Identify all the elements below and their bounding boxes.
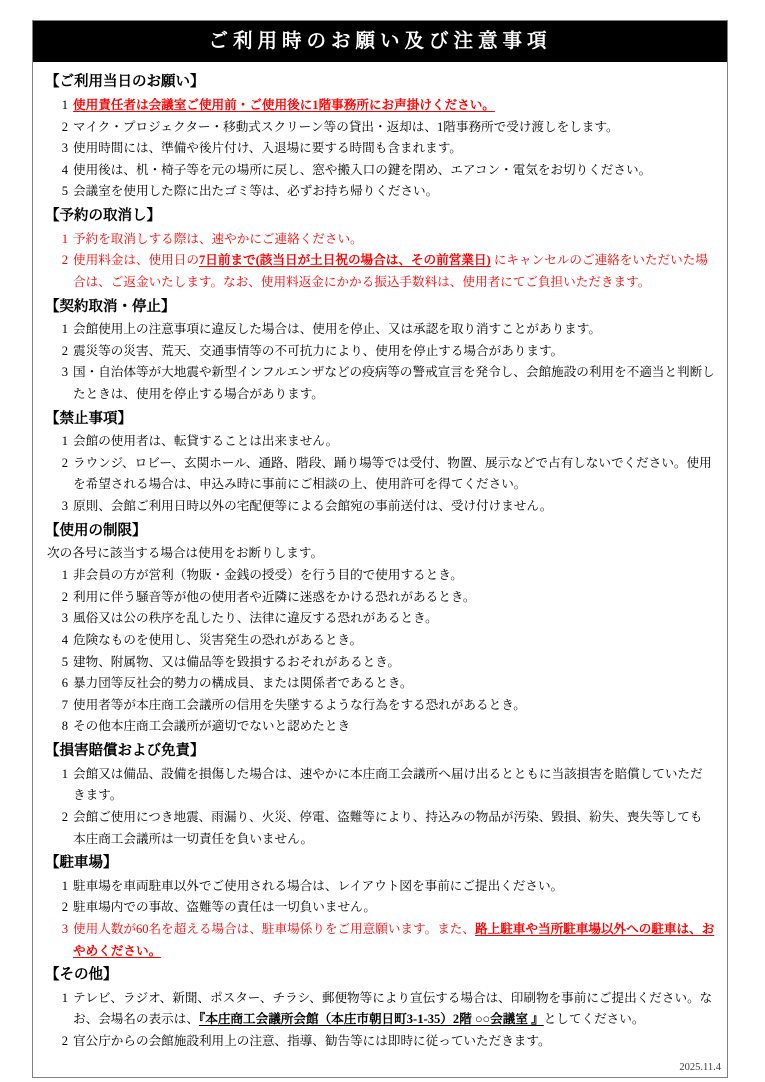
- list-item-text: 駐車場を車両駐車以外でご使用される場合は、レイアウト図を事前にご提出ください。: [73, 878, 564, 893]
- list-item-number: 1: [61, 322, 68, 337]
- list-item: [53, 341, 715, 363]
- list-item: [53, 565, 715, 587]
- list-item-number: 3: [61, 922, 68, 936]
- list-item-number: 1: [61, 878, 68, 893]
- list-item: [53, 95, 715, 117]
- section-heading: 【契約取消・停止】: [45, 298, 176, 315]
- section-heading: 【予約の取消し】: [45, 208, 161, 225]
- list-item-text: 風俗又は公の秩序を乱したり、法律に違反する恐れがあるとき。: [73, 611, 438, 626]
- list-item-text: [73, 919, 715, 962]
- list-item-text: 使用者等が本庄商工会議所の信用を失墜するような行為をする恐れがあるとき。: [73, 697, 526, 712]
- list-item: [53, 1031, 715, 1053]
- list-item: [53, 362, 715, 405]
- list-item-number: 2: [61, 343, 68, 358]
- list-item-number: 5: [61, 654, 68, 669]
- section-lead-text: 次の各号に該当する場合は使用をお断りします。: [47, 546, 324, 561]
- section-heading: 【駐車場】: [45, 855, 118, 872]
- section-heading: 【その他】: [45, 967, 118, 984]
- list-item-number: 3: [61, 499, 68, 514]
- list-item-number: 4: [61, 632, 68, 647]
- section-heading: 【禁止事項】: [45, 410, 132, 427]
- list-item: [53, 807, 715, 850]
- list-item-text: [73, 250, 715, 293]
- list-item: [53, 673, 715, 695]
- list-item-text: 使用責任者は会議室ご使用前・ご使用後に1階事務所にお声掛けください。: [73, 97, 495, 112]
- section-heading: 【使用の制限】: [45, 522, 147, 539]
- list-item-number: 1: [61, 766, 68, 781]
- list-item-text: 暴力団等反社会的勢力の構成員、または関係者であるとき。: [73, 676, 413, 691]
- list-item-text: マイク・プロジェクター・移動式スクリーン等の貸出・返却は、1階事務所で受け渡しをします。: [73, 119, 619, 134]
- list-item-number: 2: [61, 455, 68, 470]
- list-item-text: 利用に伴う騒音等が他の使用者や近隣に迷惑をかける恐れがあるとき。: [73, 589, 476, 604]
- list-item-text: ラウンジ、ロビー、玄関ホール、通路、階段、踊り場等では受付、物置、展示などで占有しないでください。使用を希望される場合は、申込み時に事前にご相談の上、使用許可を得てください。: [73, 455, 712, 492]
- list-item: [53, 652, 715, 674]
- list-item: [53, 988, 715, 1031]
- list-item: [53, 250, 715, 293]
- list-item-text: 会館ご使用につき地震、雨漏り、火災、停電、盗難等により、持込みの物品が汚染、毀損、紛失、喪失等しても本庄商工会議所は一切責任を負いません。: [73, 809, 703, 846]
- list-item: [53, 181, 715, 203]
- document-body: [33, 62, 727, 1058]
- list-item-text: 会議室を使用した際に出たゴミ等は、必ずお持ち帰りください。: [73, 184, 439, 199]
- list-item: [53, 587, 715, 609]
- list-item-number: 1: [61, 97, 68, 112]
- list-item-number: 3: [61, 365, 68, 380]
- list-item: [53, 876, 715, 898]
- list-item-text: 危険なものを使用し、災害発生の恐れがあるとき。: [73, 632, 363, 647]
- list-item: [53, 716, 715, 738]
- revision-date: 2025.11.4: [679, 1061, 721, 1073]
- list-item-number: 7: [61, 697, 68, 712]
- list-item-text: [73, 988, 715, 1031]
- list-item-text-after: としてください。: [543, 1012, 645, 1027]
- list-item: [53, 764, 715, 807]
- list-item-number: 2: [61, 1034, 68, 1049]
- list-item-text: 官公庁からの会館施設利用上の注意、指導、勧告等には即時に従っていただきます。: [73, 1034, 551, 1049]
- list-item-text-before: 使用料金は、使用日の: [73, 253, 199, 268]
- list-item: [53, 160, 715, 182]
- list-item-text: 非会員の方が営利（物販・金銭の授受）を行う目的で使用するとき。: [73, 567, 463, 582]
- list-item: [53, 630, 715, 652]
- list-item-text-before: 使用人数が60名を超える場合は、駐車場係りをご用意願います。また、: [73, 922, 475, 936]
- list-item-number: 2: [61, 119, 68, 134]
- list-item-text: 会館の使用者は、転貸することは出来ません。: [73, 434, 339, 449]
- list-item: [53, 117, 715, 139]
- section-heading: 【損害賠償および免責】: [45, 743, 205, 760]
- list-item-number: 1: [61, 231, 68, 246]
- list-item-text: その他本庄商工会議所が適切でないと認めたとき: [73, 719, 351, 734]
- list-item-text: 会館又は備品、設備を損傷した場合は、速やかに本庄商工会議所へ届け出るとともに当該損害を賠償していただきます。: [73, 766, 703, 803]
- list-item-number: 3: [61, 611, 68, 626]
- list-item-number: 1: [61, 990, 68, 1005]
- list-item: [53, 453, 715, 496]
- list-item: [53, 431, 715, 453]
- list-item-number: 1: [61, 567, 68, 582]
- list-item-emphasis: 『本庄商工会議所会館（本庄市朝日町3-1-35）2階 ○○会議室 』: [198, 1012, 544, 1027]
- list-item-number: 2: [61, 809, 68, 824]
- list-item-text: 使用時間には、準備や後片付け、入退場に要する時間も含まれます。: [73, 141, 462, 156]
- document-frame: [32, 20, 728, 1078]
- list-item-number: 3: [61, 141, 68, 156]
- list-item-text: 駐車場内での事故、盗難等の責任は一切負いません。: [73, 900, 377, 915]
- list-item: [53, 319, 715, 341]
- list-item-number: 2: [61, 253, 68, 268]
- list-item-text: 国・自治体等が大地震や新型インフルエンザなどの疫病等の警戒宣言を発令し、会館施設の利用を不適当と判断したときは、使用を停止する場合があります。: [73, 365, 715, 401]
- list-item-number: 6: [61, 676, 68, 691]
- list-item-number: 2: [61, 589, 68, 604]
- list-item: [53, 897, 715, 919]
- list-item: [53, 229, 715, 251]
- section-heading: 【ご利用当日のお願い】: [45, 74, 205, 91]
- list-item-text-before: テレビ、ラジオ、新聞、ポスター、チラシ、郵便物等により宣伝する場合は、印刷物を事前にご提出ください。なお、会場名の表示は、: [73, 990, 713, 1027]
- list-item-text: 使用後は、机・椅子等を元の場所に戻し、窓や搬入口の鍵を閉め、エアコン・電気をお切りください。: [73, 162, 652, 177]
- list-item-text-after: にキャンセルのご連絡をいただいた場合は、ご返金いたします。なお、使用料返金にかかる振込手数料は、使用者にてご負担いただきます。: [73, 253, 708, 289]
- list-item: [53, 608, 715, 630]
- list-item-text: 予約を取消しする際は、速やかにご連絡ください。: [73, 231, 363, 246]
- list-item-number: 2: [61, 900, 68, 915]
- list-item-text: 会館使用上の注意事項に違反した場合は、使用を停止、又は承認を取り消すことがあります。: [73, 322, 601, 337]
- list-item: [53, 138, 715, 160]
- list-item-number: 8: [61, 719, 68, 734]
- list-item-emphasis: 7日前まで(該当日が土日祝の場合は、その前営業日): [198, 253, 491, 268]
- list-item-emphasis: 路上駐車や当所駐車場以外への駐車は、おやめください。: [73, 922, 715, 958]
- list-item: [53, 496, 715, 518]
- list-item-number: 1: [61, 434, 68, 449]
- list-item-number: 4: [61, 162, 68, 177]
- list-item-text: 震災等の災害、荒天、交通事情等の不可抗力により、使用を停止する場合があります。: [73, 343, 564, 358]
- list-item-number: 5: [61, 184, 68, 199]
- list-item: [53, 695, 715, 717]
- page-title: ご利用時のお願い及び注意事項: [33, 21, 727, 62]
- list-item: [53, 919, 715, 962]
- list-item-text: 原則、会館ご利用日時以外の宅配便等による会館宛の事前送付は、受け付けません。: [73, 499, 553, 514]
- list-item-text: 建物、附属物、又は備品等を毀損するおそれがあるとき。: [73, 654, 400, 669]
